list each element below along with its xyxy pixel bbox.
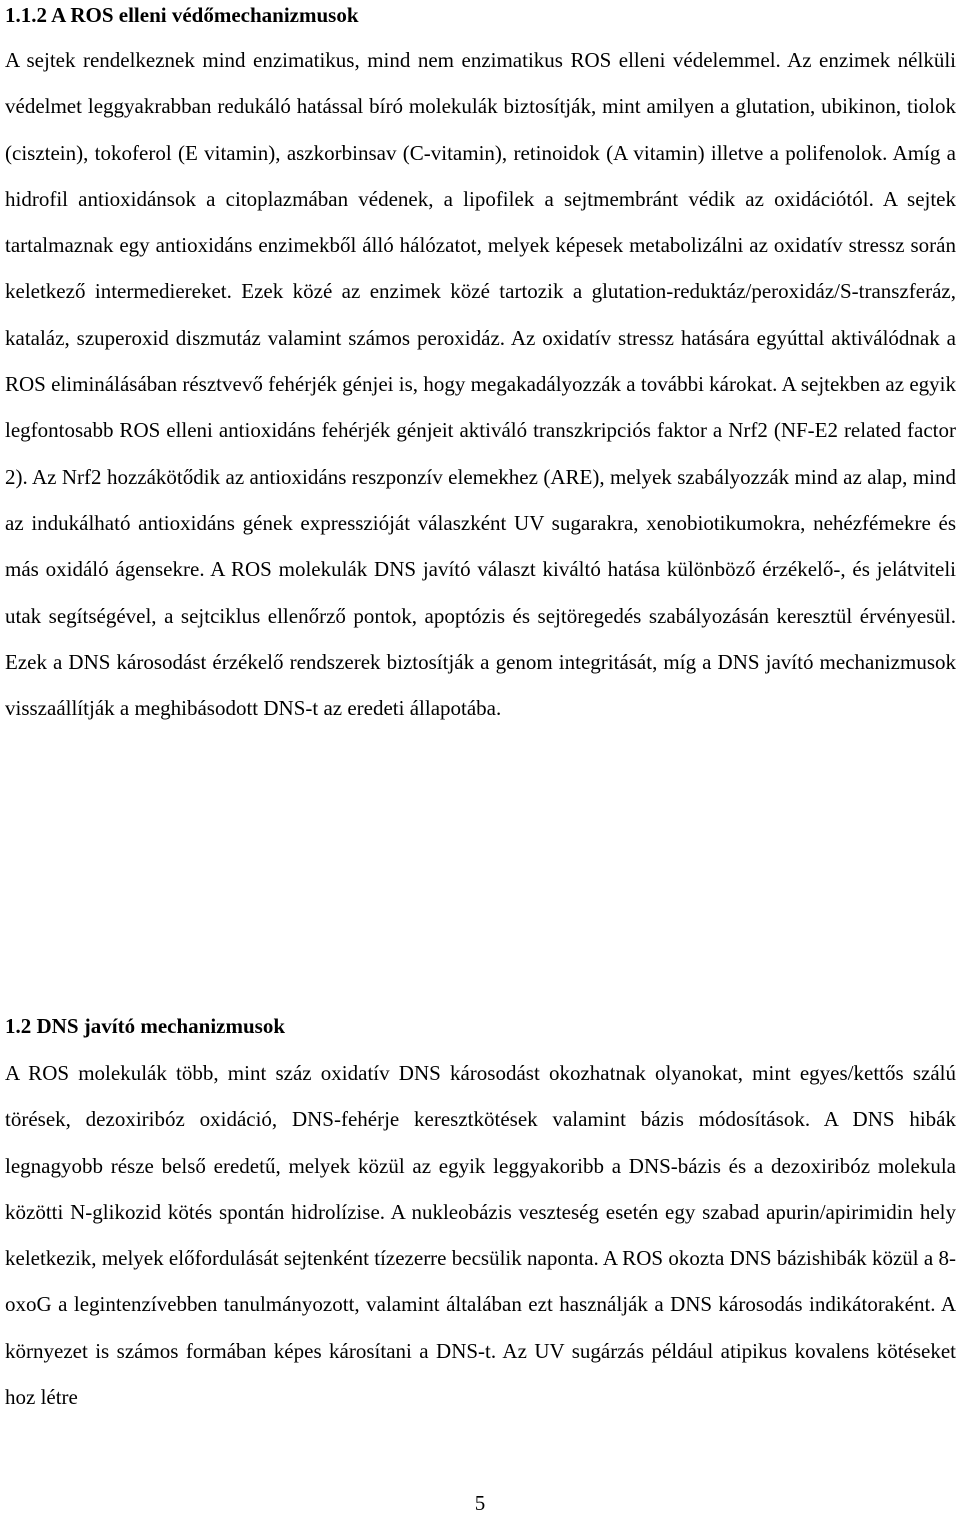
section-dna-repair bbox=[5, 1012, 956, 1420]
section-paragraph: A sejtek rendelkeznek mind enzimatikus, mind nem enzimatikus ROS elleni védelemmel. Az enzimek nélküli védelmet leggyakrabban redukáló hatással bíró molekulák biztosítják, mint amilyen a glutation, ubikinon, tiolok (cisztein), tokoferol (E vitamin), aszkorbinsav (C-vitamin), retinoidok (A vitamin) illetve a polifenolok. Amíg a hidrofil antioxidánsok a citoplazmában védenek, a lipofilek a sejtmembránt védik az oxidációtól. A sejtek tartalmaznak egy antioxidáns enzimekből álló hálózatot, melyek képesek metabolizálni az oxidatív stressz során keletkező intermediereket. Ezek közé az enzimek közé tartozik a glutation-reduktáz/peroxidáz/S-transzferáz, kataláz, szuperoxid diszmutáz valamint számos peroxidáz. Az oxidatív stressz hatására egyúttal aktiválódnak a ROS eliminálásában résztvevő fehérjék génjei is, hogy megakadályozzák a további károkat. A sejtekben az egyik legfontosabb ROS elleni antioxidáns fehérjék génjeit aktiváló transzkripciós faktor a Nrf2 (NF-E2 related factor 2). Az Nrf2 hozzákötődik az antioxidáns reszponzív elemekhez (ARE), melyek szabályozzák mind az alap, mind az indukálható antioxidáns gének expresszióját válaszként UV sugarakra, xenobiotikumokra, nehézfémekre és más oxidáló ágensekre. A ROS molekulák DNS javító választ kiváltó hatása különböző érzékelő-, és jelátviteli utak segítségével, a sejtciklus ellenőrző pontok, apoptózis és sejtöregedés szabályozásán keresztül érvényesül. Ezek a DNS károsodást érzékelő rendszerek biztosítják a genom integritását, míg a DNS javító mechanizmusok visszaállítják a meghibásodott DNS-t az eredeti állapotába. bbox=[5, 48, 956, 721]
page-number: 5 bbox=[474, 1491, 486, 1515]
section-ros-defense bbox=[5, 1, 956, 731]
section-heading: 1.1.2 A ROS elleni védőmechanizmusok bbox=[5, 3, 359, 27]
section-paragraph: A ROS molekulák több, mint száz oxidatív DNS károsodást okozhatnak olyanokat, mint egyes/kettős szálú törések, dezoxiribóz oxidáció, DNS-fehérje keresztkötések valamint bázis módosítások. A DNS hibák legnagyobb része belső eredetű, melyek közül az egyik leggyakoribb a DNS-bázis és a dezoxiribóz molekula közötti N-glikozid kötés spontán hidrolízise. A nukleobázis veszteség esetén egy szabad apurin/apirimidin hely keletkezik, melyek előfordulását sejtenként tízezerre becsülik naponta. A ROS okozta DNS bázishibák közül a 8-oxoG a legintenzívebben tanulmányozott, valamint általában ezt használják a DNS károsodás indikátoraként. A környezet is számos formában képes károsítani a DNS-t. Az UV sugárzás például atipikus kovalens kötéseket hoz létre bbox=[5, 1061, 956, 1410]
section-heading: 1.2 DNS javító mechanizmusok bbox=[5, 1014, 286, 1038]
